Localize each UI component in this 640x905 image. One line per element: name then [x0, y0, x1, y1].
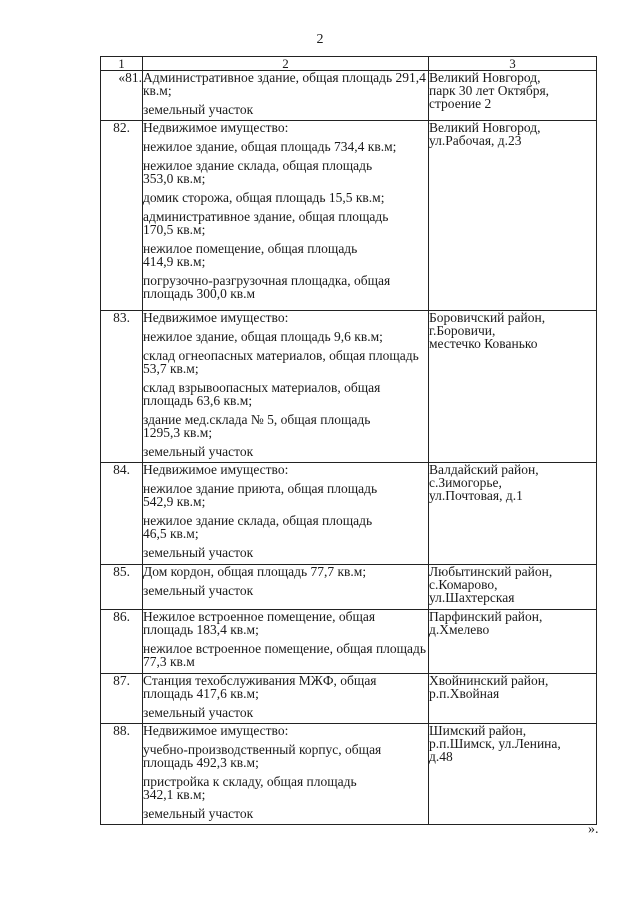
description-line: погрузочно-разгрузочная площадка, общая площадь 300,0 кв.м [143, 273, 391, 301]
column-header: 2 [143, 57, 429, 71]
row-number: 84. [101, 463, 143, 565]
description-line: нежилое здание склада, общая площадь 353,0 кв.м; [143, 158, 373, 186]
description-line: Недвижимое имущество: [143, 310, 289, 325]
table-row [101, 121, 597, 311]
description-line: Административное здание, общая площадь 291,4 кв.м; [143, 70, 426, 98]
property-description [143, 565, 429, 610]
description-line: Станция техобслуживания МЖФ, общая площадь 417,6 кв.м; [143, 673, 377, 701]
property-description [143, 463, 429, 565]
property-address: Парфинский район, д.Хмелево [429, 610, 597, 674]
property-description [143, 71, 429, 121]
description-line: земельный участок [143, 545, 254, 560]
description-line: Недвижимое имущество: [143, 462, 289, 477]
column-header: 1 [101, 57, 143, 71]
table-row [101, 463, 597, 565]
row-number: 88. [101, 724, 143, 825]
description-line: земельный участок [143, 583, 254, 598]
table-row [101, 674, 597, 724]
description-line: домик сторожа, общая площадь 15,5 кв.м; [143, 190, 385, 205]
description-line: нежилое встроенное помещение, общая площадь 77,3 кв.м [143, 641, 427, 669]
table-row [101, 610, 597, 674]
table-row [101, 311, 597, 463]
property-address: Шимский район, р.п.Шимск, ул.Ленина, д.48 [429, 724, 597, 825]
property-address: Валдайский район, с.Зимогорье, ул.Почтовая, д.1 [429, 463, 597, 565]
description-line: нежилое здание, общая площадь 734,4 кв.м; [143, 139, 397, 154]
row-number: 82. [101, 121, 143, 311]
table-row [101, 724, 597, 825]
description-line: Нежилое встроенное помещение, общая площадь 183,4 кв.м; [143, 609, 376, 637]
table-row [101, 565, 597, 610]
property-description [143, 610, 429, 674]
page-number: 2 [316, 32, 324, 47]
property-address: Великий Новгород, парк 30 лет Октября, строение 2 [429, 71, 597, 121]
row-number: 85. [101, 565, 143, 610]
row-number: «81. [101, 71, 143, 121]
closing-quote: ». [588, 822, 599, 837]
row-number: 86. [101, 610, 143, 674]
row-number: 87. [101, 674, 143, 724]
property-address: Великий Новгород, ул.Рабочая, д.23 [429, 121, 597, 311]
description-line: нежилое помещение, общая площадь 414,9 кв.м; [143, 241, 358, 269]
description-line: земельный участок [143, 444, 254, 459]
property-address: Хвойнинский район, р.п.Хвойная [429, 674, 597, 724]
table-row [101, 71, 597, 121]
property-description [143, 311, 429, 463]
description-line: нежилое здание склада, общая площадь 46,5 кв.м; [143, 513, 373, 541]
description-line: пристройка к складу, общая площадь 342,1 кв.м; [143, 774, 357, 802]
property-address: Боровичский район, г.Боровичи, местечко Кованько [429, 311, 597, 463]
description-line: склад взрывоопасных материалов, общая площадь 63,6 кв.м; [143, 380, 381, 408]
description-line: Недвижимое имущество: [143, 120, 289, 135]
table-header-row [101, 57, 597, 71]
description-line: склад огнеопасных материалов, общая площадь 53,7 кв.м; [143, 348, 419, 376]
property-description [143, 724, 429, 825]
description-line: Дом кордон, общая площадь 77,7 кв.м; [143, 564, 367, 579]
description-line: нежилое здание приюта, общая площадь 542,9 кв.м; [143, 481, 378, 509]
column-header: 3 [429, 57, 597, 71]
description-line: земельный участок [143, 705, 254, 720]
property-table [100, 56, 597, 825]
description-line: учебно-производственный корпус, общая площадь 492,3 кв.м; [143, 742, 382, 770]
description-line: здание мед.склада № 5, общая площадь 1295,3 кв.м; [143, 412, 371, 440]
property-description [143, 674, 429, 724]
description-line: земельный участок [143, 806, 254, 821]
property-description [143, 121, 429, 311]
description-line: Недвижимое имущество: [143, 723, 289, 738]
description-line: нежилое здание, общая площадь 9,6 кв.м; [143, 329, 383, 344]
row-number: 83. [101, 311, 143, 463]
description-line: земельный участок [143, 102, 254, 117]
description-line: административное здание, общая площадь 170,5 кв.м; [143, 209, 389, 237]
property-address: Любытинский район, с.Комарово, ул.Шахтерская [429, 565, 597, 610]
